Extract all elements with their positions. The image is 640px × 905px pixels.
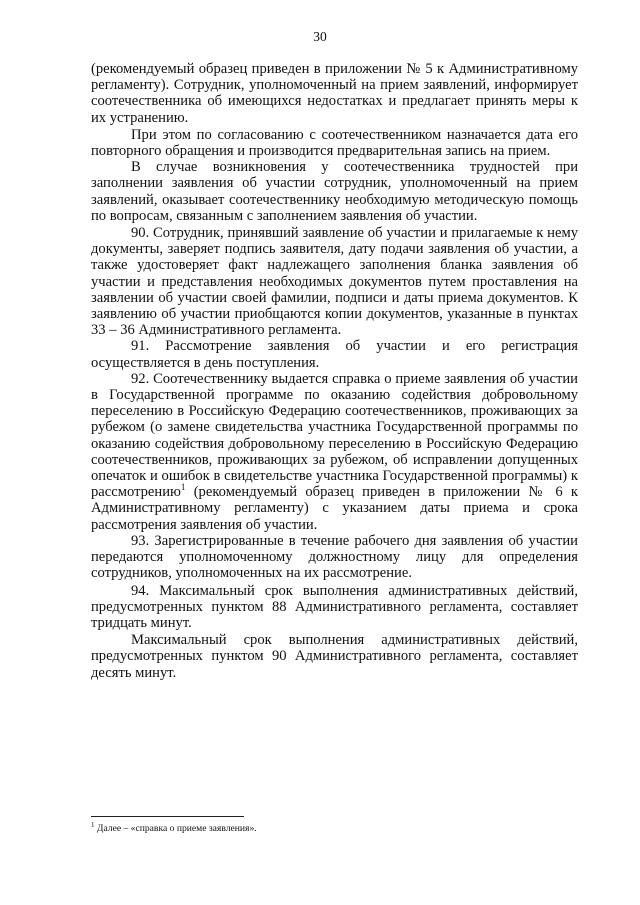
paragraph-item-92	[91, 371, 578, 533]
paragraph-continuation: (рекомендуемый образец приведен в приложении № 5 к Административному регламенту). Сотрудник, уполномоченный на прием заявлений, информирует соотечественника об имеющихся недостатках и предлагает принять меры к их устранению.	[91, 61, 578, 126]
paragraph-item-94-second: Максимальный срок выполнения административных действий, предусмотренных пунктом 90 Административного регламента, составляет десять минут.	[91, 632, 578, 681]
footnote-mark: 1	[91, 820, 95, 829]
footnote-separator	[91, 816, 244, 817]
item-92-text: 92. Соотечественнику выдается справка о приеме заявления об участии в Государственной программе по оказанию содействия добровольному переселению в Российскую Федерацию соотечественников, проживающих за рубежом (о замене свидетельства участника Государственной программы по оказанию содействия добровольному переселению в Российскую Федерацию соотечественников, проживающих за рубежом, об исправлении допущенных опечаток и ошибок в свидетельстве участника Государственной программы) к рассмотрению	[91, 370, 578, 501]
body-text	[91, 61, 578, 681]
paragraph-item-94: 94. Максимальный срок выполнения административных действий, предусмотренных пунктом 88 Административного регламента, составляет тридцать минут.	[91, 582, 578, 631]
page-number: 30	[313, 29, 327, 44]
paragraph-item-90: 90. Сотрудник, принявший заявление об участии и прилагаемые к нему документы, заверяет подпись заявителя, дату подачи заявления об участии, а также удостоверяет факт надлежащего заполнения бланка заявления об участии и представления необходимых документов путем проставления на заявлении об участии своей фамилии, подписи и даты приема документов. К заявлению об участии приобщаются копии документов, указанные в пунктах 33 – 36 Административного регламента.	[91, 225, 578, 339]
footnote-text: Далее – «справка о приеме заявления».	[94, 823, 257, 834]
paragraph-reappointment: При этом по согласованию с соотечественником назначается дата его повторного обращения и производится предварительная запись на прием.	[91, 126, 578, 160]
paragraph-methodical-help: В случае возникновения у соотечественника трудностей при заполнении заявления об участии сотрудник, уполномоченный на прием заявлений, оказывает соотечественнику необходимую методическую помощь по вопросам, связанным с заполнением заявления об участии.	[91, 159, 578, 224]
item-92-text-end: (рекомендуемый образец приведен в приложении № 6 к Административному регламенту) с указанием даты приема и срока рассмотрения заявления об участии.	[91, 484, 578, 533]
paragraph-item-93: 93. Зарегистрированные в течение рабочего дня заявления об участии передаются уполномоченному должностному лицу для определения сотрудников, уполномоченных на их рассмотрение.	[91, 532, 578, 582]
footnote-reference: 1	[180, 482, 186, 493]
footnote	[91, 820, 578, 835]
paragraph-item-91: 91. Рассмотрение заявления об участии и его регистрация осуществляется в день поступления.	[91, 338, 578, 371]
